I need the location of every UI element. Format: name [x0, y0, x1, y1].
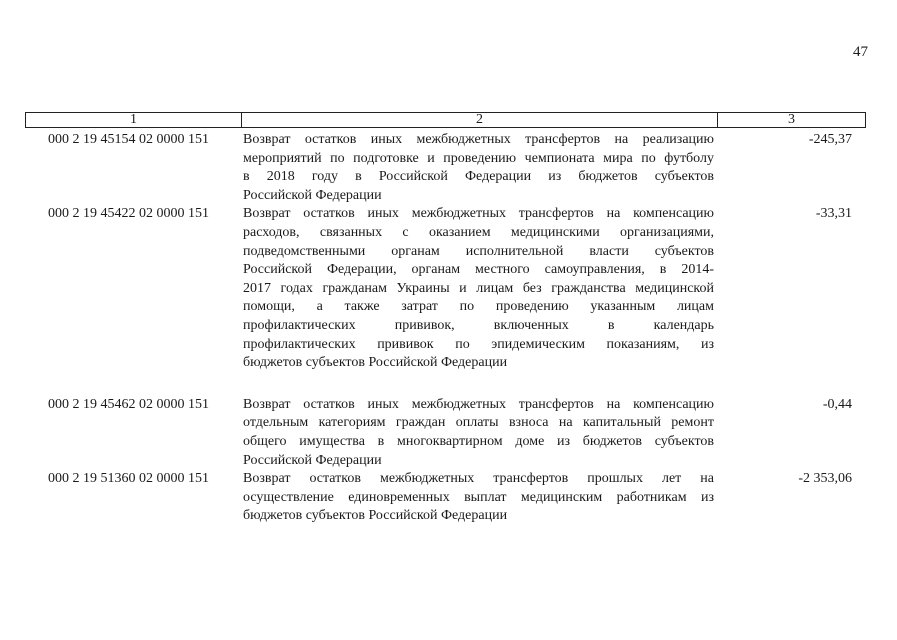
row-description: [243, 205, 714, 372]
description-line: осуществление единовременных выплат медицинским работникам из: [243, 489, 714, 505]
description-line: Возврат остатков иных межбюджетных трансфертов на компенсацию: [243, 206, 714, 222]
budget-table: [25, 112, 866, 526]
row-description: [243, 396, 714, 470]
description-line: Возврат остатков иных межбюджетных трансфертов на реализацию: [243, 132, 714, 147]
table-row: [25, 131, 866, 205]
budget-code: 000 2 19 45462 02 0000 151: [48, 396, 209, 412]
row-amount: -2 353,06: [798, 471, 852, 487]
table-row: [25, 205, 866, 372]
page-number: 47: [853, 44, 868, 60]
description-line: общего имущества в многоквартирном доме из бюджетов субъектов: [243, 433, 714, 449]
budget-code: 000 2 19 45422 02 0000 151: [48, 206, 209, 222]
description-line: помощи, а также затрат по проведению указанным лицам: [243, 299, 714, 315]
description-line: профилактических прививок по эпидемическим показаниям, из: [243, 336, 714, 352]
description-line: Возврат остатков межбюджетных трансфертов прошлых лет на: [243, 471, 714, 487]
description-line: в 2018 году в Российской Федерации из бюджетов субъектов: [243, 169, 714, 185]
row-amount: -0,44: [822, 396, 852, 412]
description-line: профилактических прививок, включенных в календарь: [243, 317, 714, 333]
column-header-2: 2: [242, 113, 718, 127]
description-line: 2017 годах гражданам Украины и лицам без гражданства медицинской: [243, 280, 714, 296]
budget-code: 000 2 19 45154 02 0000 151: [48, 132, 209, 147]
budget-code: 000 2 19 51360 02 0000 151: [48, 471, 209, 487]
row-amount: -33,31: [815, 206, 852, 222]
description-line: Возврат остатков иных межбюджетных трансфертов на компенсацию: [243, 396, 714, 412]
column-header-3: 3: [788, 112, 795, 127]
row-description: [243, 131, 714, 205]
description-line: Российской Федерации: [243, 452, 382, 468]
description-line: Российской Федерации: [243, 187, 382, 203]
table-row: [25, 396, 866, 470]
description-line: подведомственными органам исполнительной власти субъектов: [243, 243, 714, 259]
table-header-row: [25, 112, 866, 128]
description-line: Российской Федерации, органам местного самоуправления, в 2014-: [243, 262, 714, 278]
column-header-1: 1: [26, 113, 242, 127]
description-line: бюджетов субъектов Российской Федерации: [243, 355, 508, 371]
description-line: мероприятий по подготовке и проведению чемпионата мира по футболу: [243, 150, 714, 166]
description-line: отдельным категориям граждан оплаты взноса на капитальный ремонт: [243, 415, 714, 431]
description-line: расходов, связанных с оказанием медицинскими организациями,: [243, 224, 714, 240]
row-description: [243, 470, 714, 526]
description-line: бюджетов субъектов Российской Федерации: [243, 508, 508, 524]
table-row: [25, 470, 866, 526]
row-amount: -245,37: [808, 132, 852, 147]
